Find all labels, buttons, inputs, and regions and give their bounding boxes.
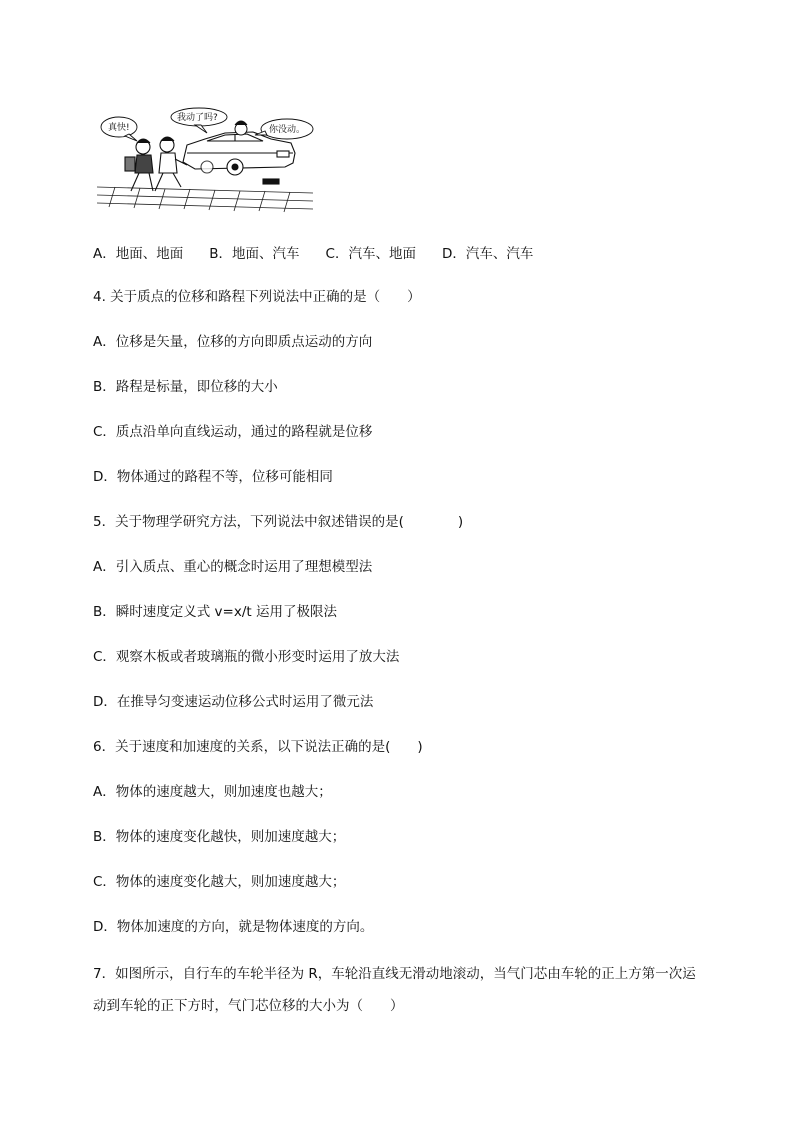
q4-option-c: C．质点沿单向直线运动，通过的路程就是位移: [93, 424, 373, 440]
q3-option-b: B．地面、汽车: [209, 246, 300, 262]
cartoon-figure: [95, 107, 315, 213]
q4-option-a: A．位移是矢量，位移的方向即质点运动的方向: [93, 334, 373, 350]
bubble-middle-text: 我动了吗?: [177, 113, 218, 123]
q6-option-d: D．物体加速度的方向，就是物体速度的方向。: [93, 919, 374, 935]
q5-option-b: B．瞬时速度定义式 v=x/t 运用了极限法: [93, 604, 337, 620]
driver: [235, 121, 247, 135]
q6-option-c: C．物体的速度变化越大，则加速度越大；: [93, 874, 346, 890]
ground-tiles: [97, 187, 313, 212]
q7-stem: 7．如图所示，自行车的车轮半径为 R，车轮沿直线无滑动地滚动，当气门芯由车轮的正上方第一次运动到车轮的正下方时，气门芯位移的大小为（ ）: [93, 966, 696, 1014]
q6-option-b: B．物体的速度变化越快，则加速度越大；: [93, 829, 346, 845]
q5-stem: 5．关于物理学研究方法，下列说法中叙述错误的是( ): [93, 514, 464, 530]
q5-option-a: A．引入质点、重心的概念时运用了理想模型法: [93, 559, 373, 575]
q4-option-b: B．路程是标量，即位移的大小: [93, 379, 278, 395]
q5-option-c: C．观察木板或者玻璃瓶的微小形变时运用了放大法: [93, 649, 400, 665]
q6-option-a: A．物体的速度越大，则加速度也越大；: [93, 784, 332, 800]
q3-option-c: C．汽车、地面: [325, 246, 416, 262]
q6-stem: 6．关于速度和加速度的关系，以下说法正确的是( ): [93, 739, 423, 755]
q4-option-d: D．物体通过的路程不等，位移可能相同: [93, 469, 333, 485]
q3-option-d: D．汽车、汽车: [441, 246, 534, 262]
car: [183, 132, 295, 184]
bubble-right-text: 你没动。: [269, 125, 306, 135]
q5-option-d: D．在推导匀变速运动位移公式时运用了微元法: [93, 694, 374, 710]
q3-option-a: A．地面、地面: [93, 246, 184, 262]
children: [125, 137, 187, 191]
q4-stem: 4. 关于质点的位移和路程下列说法中正确的是（ ）: [93, 289, 421, 305]
bubble-left-text: 真快!: [108, 123, 130, 133]
q3-options: [93, 242, 533, 262]
